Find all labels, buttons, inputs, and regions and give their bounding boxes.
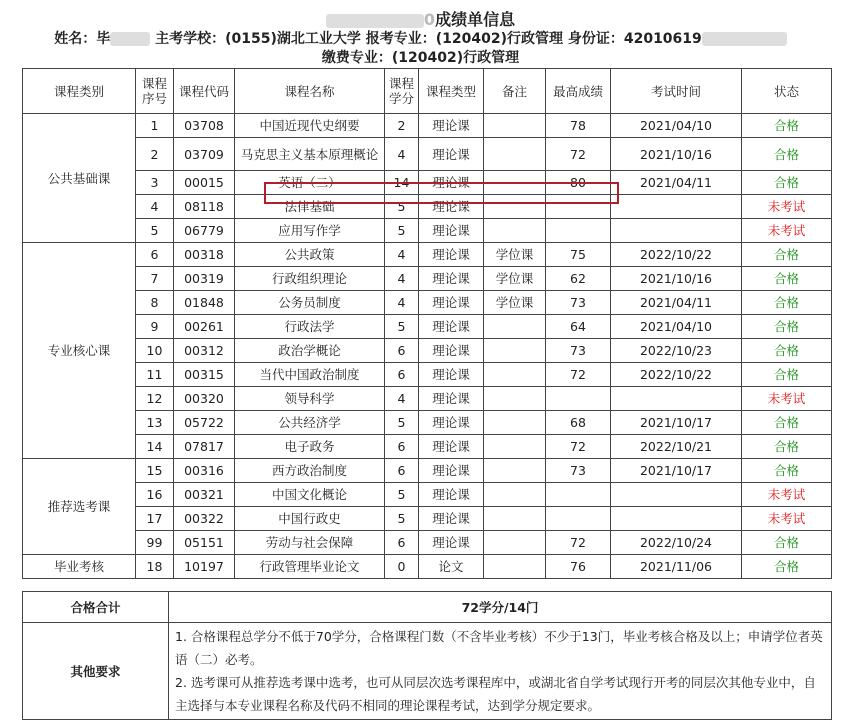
- course-status: 合格: [742, 267, 832, 291]
- table-row: [23, 363, 832, 387]
- course-name: 英语（二）: [235, 171, 385, 195]
- total-label: 合格合计: [23, 592, 169, 623]
- course-name: 西方政治制度: [235, 459, 385, 483]
- course-code: 00261: [174, 315, 235, 339]
- title-prefix: 0: [423, 10, 436, 29]
- course-seq: 3: [136, 171, 174, 195]
- course-note: [484, 459, 546, 483]
- course-score: [546, 483, 611, 507]
- column-header: 状态: [742, 69, 832, 114]
- course-name: 公务员制度: [235, 291, 385, 315]
- course-status: 未考试: [742, 387, 832, 411]
- course-name: 领导科学: [235, 387, 385, 411]
- course-name: 马克思主义基本原理概论: [235, 138, 385, 171]
- course-seq: 6: [136, 243, 174, 267]
- course-score: 73: [546, 291, 611, 315]
- course-status: 合格: [742, 411, 832, 435]
- course-note: [484, 507, 546, 531]
- course-code: 00322: [174, 507, 235, 531]
- table-row: [23, 435, 832, 459]
- course-group: 专业核心课: [23, 243, 136, 459]
- course-score: 72: [546, 531, 611, 555]
- course-status: 未考试: [742, 219, 832, 243]
- column-header: 课程代码: [174, 69, 235, 114]
- course-note: [484, 555, 546, 579]
- course-type: 理论课: [419, 291, 484, 315]
- course-credit: 2: [385, 114, 419, 138]
- course-credit: 5: [385, 315, 419, 339]
- course-credit: 4: [385, 291, 419, 315]
- exam-date: 2021/04/11: [611, 171, 742, 195]
- summary-table: [22, 591, 832, 720]
- course-credit: 0: [385, 555, 419, 579]
- course-seq: 18: [136, 555, 174, 579]
- id-label: 身份证：: [567, 31, 624, 47]
- course-code: 00319: [174, 267, 235, 291]
- course-status: 合格: [742, 315, 832, 339]
- course-note: [484, 435, 546, 459]
- course-credit: 5: [385, 483, 419, 507]
- course-name: 公共经济学: [235, 411, 385, 435]
- exam-date: 2022/10/21: [611, 435, 742, 459]
- exam-date: [611, 387, 742, 411]
- course-code: 00318: [174, 243, 235, 267]
- course-credit: 5: [385, 411, 419, 435]
- course-score: [546, 219, 611, 243]
- course-name: 公共政策: [235, 243, 385, 267]
- exam-date: 2021/04/10: [611, 315, 742, 339]
- course-name: 中国近现代史纲要: [235, 114, 385, 138]
- exam-date: [611, 507, 742, 531]
- course-seq: 16: [136, 483, 174, 507]
- course-seq: 8: [136, 291, 174, 315]
- course-credit: 6: [385, 339, 419, 363]
- course-score: 62: [546, 267, 611, 291]
- course-status: 合格: [742, 243, 832, 267]
- course-name: 法律基础: [235, 195, 385, 219]
- course-seq: 9: [136, 315, 174, 339]
- course-code: 06779: [174, 219, 235, 243]
- exam-date: 2021/10/16: [611, 267, 742, 291]
- course-name: 当代中国政治制度: [235, 363, 385, 387]
- course-code: 00320: [174, 387, 235, 411]
- course-status: 合格: [742, 138, 832, 171]
- course-seq: 1: [136, 114, 174, 138]
- exam-date: [611, 195, 742, 219]
- redacted-blur: [110, 32, 150, 46]
- requirements-label: 其他要求: [23, 623, 169, 720]
- course-seq: 10: [136, 339, 174, 363]
- course-credit: 5: [385, 195, 419, 219]
- course-seq: 17: [136, 507, 174, 531]
- course-type: 理论课: [419, 483, 484, 507]
- course-name: 中国文化概论: [235, 483, 385, 507]
- course-type: 理论课: [419, 243, 484, 267]
- course-credit: 6: [385, 531, 419, 555]
- course-credit: 6: [385, 363, 419, 387]
- course-note: 学位课: [484, 267, 546, 291]
- table-row: [23, 531, 832, 555]
- course-type: 理论课: [419, 171, 484, 195]
- exam-date: 2022/10/22: [611, 243, 742, 267]
- course-note: [484, 114, 546, 138]
- course-note: 学位课: [484, 291, 546, 315]
- course-seq: 13: [136, 411, 174, 435]
- course-note: [484, 387, 546, 411]
- course-credit: 14: [385, 171, 419, 195]
- exam-date: 2022/10/23: [611, 339, 742, 363]
- course-seq: 4: [136, 195, 174, 219]
- table-row: [23, 267, 832, 291]
- paid-major-line: [0, 47, 841, 67]
- table-row: [23, 291, 832, 315]
- course-score: 72: [546, 363, 611, 387]
- course-type: 理论课: [419, 114, 484, 138]
- exam-date: [611, 219, 742, 243]
- course-code: 10197: [174, 555, 235, 579]
- course-note: [484, 411, 546, 435]
- course-score: 72: [546, 435, 611, 459]
- course-credit: 4: [385, 243, 419, 267]
- course-status: 未考试: [742, 507, 832, 531]
- course-type: 理论课: [419, 339, 484, 363]
- table-row: [23, 138, 832, 171]
- table-header-row: [23, 69, 832, 114]
- course-score: [546, 387, 611, 411]
- course-score: 78: [546, 114, 611, 138]
- course-code: 00015: [174, 171, 235, 195]
- total-row: [23, 592, 832, 623]
- requirements-row: [23, 623, 832, 720]
- course-score: 75: [546, 243, 611, 267]
- course-type: 理论课: [419, 435, 484, 459]
- school-info: 主考学校：(0155)湖北工业大学: [155, 31, 361, 47]
- column-header: 课程名称: [235, 69, 385, 114]
- table-row: [23, 459, 832, 483]
- course-seq: 14: [136, 435, 174, 459]
- course-note: [484, 315, 546, 339]
- course-seq: 99: [136, 531, 174, 555]
- course-code: 00321: [174, 483, 235, 507]
- grade-table: [22, 68, 832, 579]
- course-credit: 6: [385, 459, 419, 483]
- course-code: 03709: [174, 138, 235, 171]
- course-score: 73: [546, 339, 611, 363]
- course-type: 论文: [419, 555, 484, 579]
- course-type: 理论课: [419, 459, 484, 483]
- course-type: 理论课: [419, 531, 484, 555]
- course-credit: 4: [385, 138, 419, 171]
- course-seq: 7: [136, 267, 174, 291]
- paid-major-info: 缴费专业：(120402)行政管理: [321, 50, 520, 66]
- course-name: 应用写作学: [235, 219, 385, 243]
- course-group: 公共基础课: [23, 114, 136, 243]
- course-seq: 2: [136, 138, 174, 171]
- course-name: 行政组织理论: [235, 267, 385, 291]
- student-info-line: [0, 28, 841, 48]
- table-row: [23, 387, 832, 411]
- table-row: [23, 219, 832, 243]
- exam-date: [611, 483, 742, 507]
- total-value: 72学分/14门: [169, 592, 832, 623]
- column-header: 考试时间: [611, 69, 742, 114]
- exam-date: 2021/10/17: [611, 411, 742, 435]
- course-status: 合格: [742, 339, 832, 363]
- course-credit: 5: [385, 219, 419, 243]
- course-code: 00312: [174, 339, 235, 363]
- requirement-item: 2. 选考课可从推荐选考课中选考，也可从同层次选考课程库中，或湖北省自学考试现行开考的同层次其他专业中，自主选择与本专业课程名称及代码不相同的理论课程考试，达到学分规定要求。: [175, 675, 816, 713]
- course-code: 05151: [174, 531, 235, 555]
- course-name: 中国行政史: [235, 507, 385, 531]
- course-seq: 15: [136, 459, 174, 483]
- course-score: 73: [546, 459, 611, 483]
- course-note: [484, 483, 546, 507]
- column-header: 课程学分: [385, 69, 419, 114]
- column-header: 最高成绩: [546, 69, 611, 114]
- exam-date: 2021/04/10: [611, 114, 742, 138]
- course-type: 理论课: [419, 363, 484, 387]
- course-code: 00315: [174, 363, 235, 387]
- course-type: 理论课: [419, 195, 484, 219]
- course-note: [484, 138, 546, 171]
- exam-date: 2021/04/11: [611, 291, 742, 315]
- course-status: 合格: [742, 171, 832, 195]
- course-seq: 11: [136, 363, 174, 387]
- exam-date: 2021/10/16: [611, 138, 742, 171]
- course-score: 72: [546, 138, 611, 171]
- course-name: 政治学概论: [235, 339, 385, 363]
- table-row: [23, 555, 832, 579]
- table-row: [23, 483, 832, 507]
- course-seq: 12: [136, 387, 174, 411]
- course-note: [484, 363, 546, 387]
- table-row: [23, 315, 832, 339]
- course-score: 80: [546, 171, 611, 195]
- id-value: 42010619: [623, 31, 702, 47]
- redacted-blur: [326, 14, 424, 28]
- course-type: 理论课: [419, 219, 484, 243]
- course-status: 合格: [742, 531, 832, 555]
- column-header: 备注: [484, 69, 546, 114]
- course-group: 推荐选考课: [23, 459, 136, 555]
- column-header: 课程序号: [136, 69, 174, 114]
- course-status: 合格: [742, 291, 832, 315]
- name-label: 姓名：: [54, 31, 97, 47]
- table-row: [23, 114, 832, 138]
- course-status: 合格: [742, 363, 832, 387]
- course-score: [546, 507, 611, 531]
- course-type: 理论课: [419, 267, 484, 291]
- table-row: [23, 411, 832, 435]
- course-status: 合格: [742, 459, 832, 483]
- course-group: 毕业考核: [23, 555, 136, 579]
- exam-date: 2022/10/22: [611, 363, 742, 387]
- course-code: 07817: [174, 435, 235, 459]
- course-credit: 5: [385, 507, 419, 531]
- course-name: 电子政务: [235, 435, 385, 459]
- name-value: 毕: [96, 31, 111, 47]
- course-status: 未考试: [742, 195, 832, 219]
- course-name: 行政管理毕业论文: [235, 555, 385, 579]
- course-credit: 4: [385, 387, 419, 411]
- table-row: [23, 507, 832, 531]
- course-note: 学位课: [484, 243, 546, 267]
- requirement-item: 1. 合格课程总学分不低于70学分，合格课程门数（不含毕业考核）不少于13门，毕业考核合格及以上；申请学位者英语（二）必考。: [175, 629, 823, 667]
- course-score: 64: [546, 315, 611, 339]
- course-score: 76: [546, 555, 611, 579]
- course-code: 00316: [174, 459, 235, 483]
- course-status: 合格: [742, 555, 832, 579]
- course-score: 68: [546, 411, 611, 435]
- course-type: 理论课: [419, 387, 484, 411]
- table-row: [23, 339, 832, 363]
- course-credit: 4: [385, 267, 419, 291]
- major-info: 报考专业：(120402)行政管理: [365, 31, 563, 47]
- course-name: 劳动与社会保障: [235, 531, 385, 555]
- course-code: 03708: [174, 114, 235, 138]
- course-note: [484, 219, 546, 243]
- course-type: 理论课: [419, 315, 484, 339]
- course-code: 08118: [174, 195, 235, 219]
- course-type: 理论课: [419, 507, 484, 531]
- course-note: [484, 339, 546, 363]
- highlight-box: [264, 182, 619, 204]
- exam-date: 2021/11/06: [611, 555, 742, 579]
- course-name: 行政法学: [235, 315, 385, 339]
- table-row: [23, 243, 832, 267]
- transcript-title: [0, 7, 841, 30]
- course-status: 合格: [742, 114, 832, 138]
- course-code: 01848: [174, 291, 235, 315]
- course-code: 05722: [174, 411, 235, 435]
- exam-date: 2022/10/24: [611, 531, 742, 555]
- requirements-text: [169, 623, 832, 720]
- course-type: 理论课: [419, 411, 484, 435]
- course-status: 未考试: [742, 483, 832, 507]
- course-status: 合格: [742, 435, 832, 459]
- exam-date: 2021/10/17: [611, 459, 742, 483]
- course-type: 理论课: [419, 138, 484, 171]
- redacted-blur: [702, 32, 787, 46]
- column-header: 课程类别: [23, 69, 136, 114]
- column-header: 课程类型: [419, 69, 484, 114]
- course-seq: 5: [136, 219, 174, 243]
- course-note: [484, 531, 546, 555]
- course-credit: 6: [385, 435, 419, 459]
- title-text: 成绩单信息: [435, 10, 516, 29]
